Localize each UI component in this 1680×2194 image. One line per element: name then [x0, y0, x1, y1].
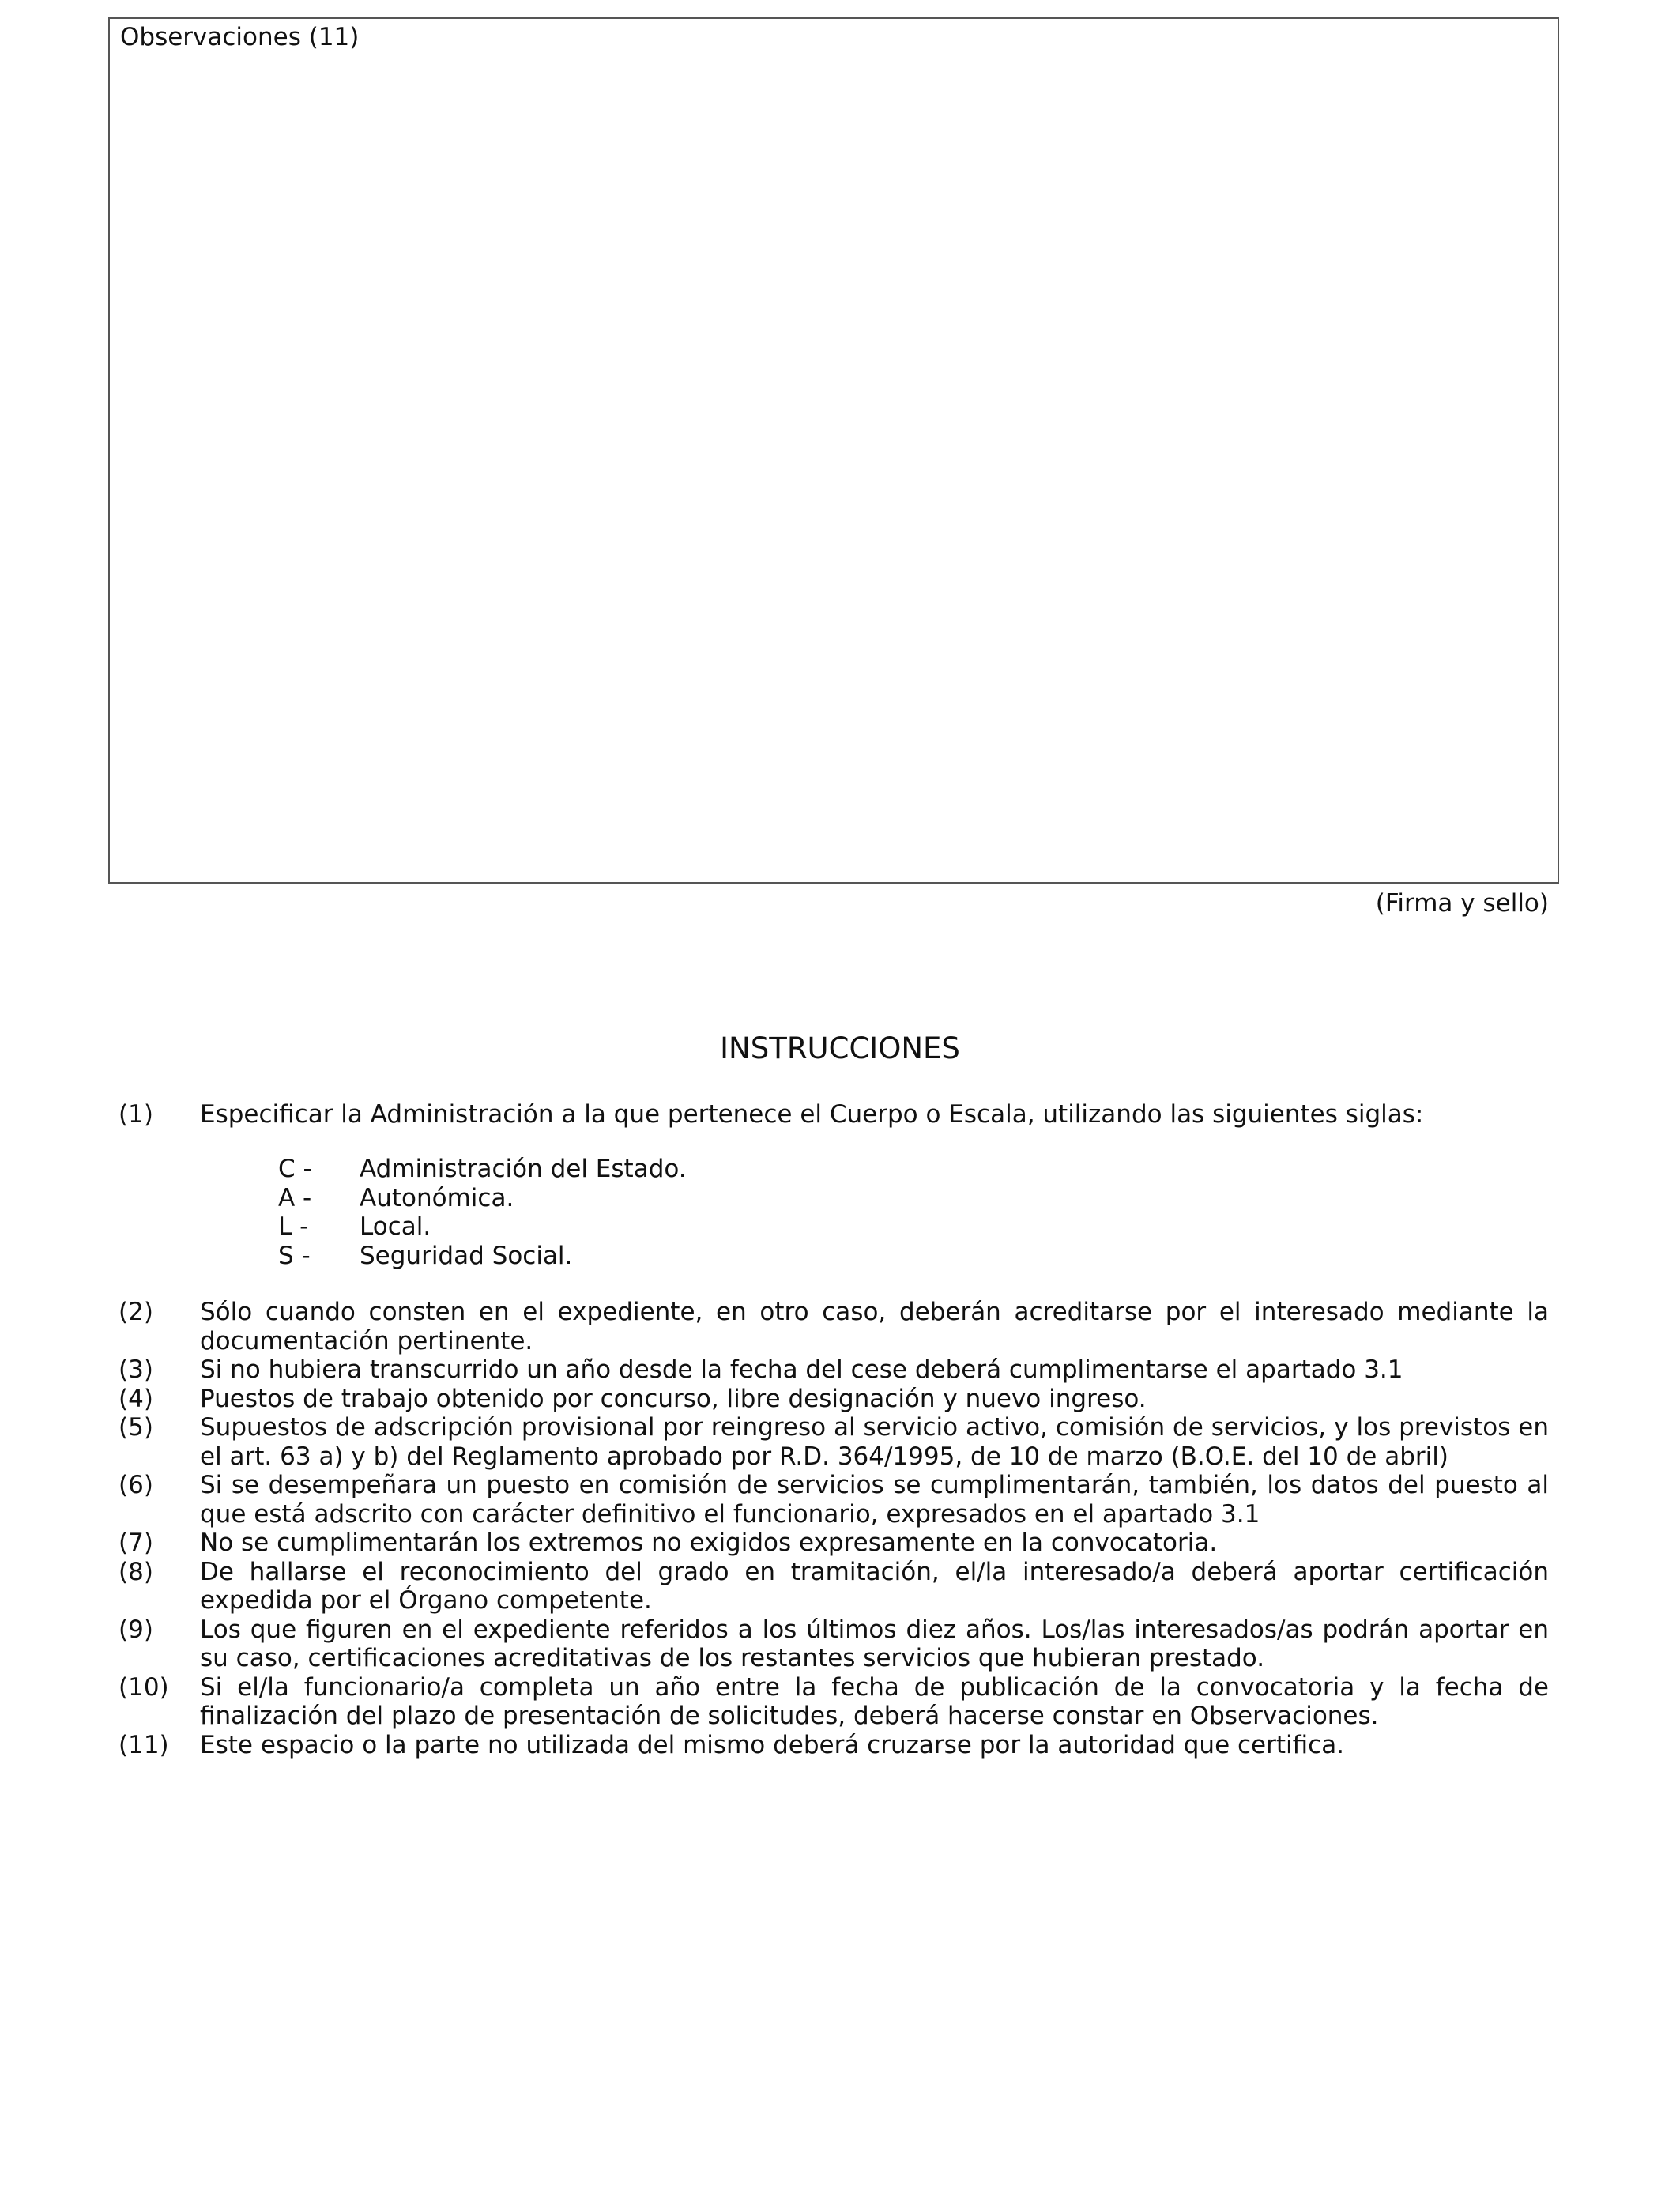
observations-label: Observaciones (11) — [120, 23, 360, 51]
instruction-number: (4) — [119, 1384, 153, 1413]
instruction-item-4 — [119, 1385, 1549, 1414]
instruction-item-7 — [119, 1529, 1549, 1558]
instruction-number: (8) — [119, 1557, 153, 1586]
code-description: Autonómica. — [360, 1183, 514, 1212]
instruction-item-9 — [119, 1615, 1549, 1673]
code-row-a — [278, 1184, 687, 1213]
instruction-item-1 — [119, 1100, 1549, 1129]
instruction-number: (2) — [119, 1298, 153, 1326]
code-row-s — [278, 1242, 687, 1271]
instruction-text: Supuestos de adscripción provisional por reingreso al servicio activo, comisión de servicios, y los previstos en el art. 63 a) y b) del Reglamento aprobado por R.D. 364/1995, de 10 de marzo (B.O.E. del 10 de abril) — [200, 1413, 1549, 1471]
code-letter: S - — [278, 1241, 311, 1270]
instruction-item-6 — [119, 1471, 1549, 1529]
observations-box — [108, 17, 1559, 884]
code-letter: A - — [278, 1183, 312, 1212]
instruction-text: Si el/la funcionario/a completa un año entre la fecha de publicación de la convocatoria y la fecha de finalización del plazo de presentación de solicitudes, deberá hacerse constar en Observaciones. — [200, 1672, 1549, 1730]
instruction-text: Especificar la Administración a la que pertenece el Cuerpo o Escala, utilizando las siguientes siglas: — [200, 1100, 1424, 1129]
instruction-number: (1) — [119, 1100, 153, 1129]
instruction-item-5 — [119, 1413, 1549, 1471]
instruction-item-11 — [119, 1731, 1549, 1760]
instruction-text: No se cumplimentarán los extremos no exigidos expresamente en la convocatoria. — [200, 1529, 1218, 1557]
instruction-number: (6) — [119, 1471, 153, 1499]
signature-label: (Firma y sello) — [1375, 889, 1549, 918]
instruction-item-3 — [119, 1355, 1549, 1385]
instructions-title: INSTRUCCIONES — [720, 1031, 960, 1065]
instruction-number: (9) — [119, 1615, 153, 1644]
instruction-text: Los que figuren en el expediente referidos a los últimos diez años. Los/las interesados/as podrán aportar en su caso, certificaciones acreditativas de los restantes servicios que hubieran prestado. — [200, 1615, 1549, 1672]
code-description: Administración del Estado. — [360, 1155, 687, 1183]
instructions-list — [119, 1298, 1549, 1759]
instruction-text: Este espacio o la parte no utilizada del mismo deberá cruzarse por la autoridad que certifica. — [200, 1730, 1345, 1759]
administration-codes-list — [278, 1155, 687, 1270]
code-row-c — [278, 1155, 687, 1184]
instruction-number: (5) — [119, 1413, 153, 1442]
instruction-item-10 — [119, 1673, 1549, 1731]
instruction-number: (10) — [119, 1672, 169, 1702]
instruction-item-2 — [119, 1298, 1549, 1355]
instruction-number: (11) — [119, 1730, 169, 1759]
code-row-l — [278, 1212, 687, 1242]
code-letter: L - — [278, 1212, 309, 1241]
instruction-text: Puestos de trabajo obtenido por concurso, libre designación y nuevo ingreso. — [200, 1384, 1147, 1413]
instruction-text: Si se desempeñara un puesto en comisión de servicios se cumplimentarán, también, los datos del puesto al que está adscrito con carácter definitivo el funcionario, expresados en el apartado 3.1 — [200, 1471, 1549, 1529]
instruction-text: De hallarse el reconocimiento del grado en tramitación, el/la interesado/a deberá aportar certificación expedida por el Órgano competente. — [200, 1557, 1549, 1615]
code-description: Local. — [360, 1212, 431, 1241]
instruction-text: Sólo cuando consten en el expediente, en otro caso, deberán acreditarse por el interesado mediante la documentación pertinente. — [200, 1298, 1549, 1355]
instruction-number: (3) — [119, 1355, 153, 1384]
code-description: Seguridad Social. — [360, 1241, 573, 1270]
code-letter: C - — [278, 1155, 312, 1183]
instruction-number: (7) — [119, 1529, 153, 1557]
instruction-item-8 — [119, 1558, 1549, 1615]
instruction-text: Si no hubiera transcurrido un año desde la fecha del cese deberá cumplimentarse el apartado 3.1 — [200, 1355, 1403, 1384]
